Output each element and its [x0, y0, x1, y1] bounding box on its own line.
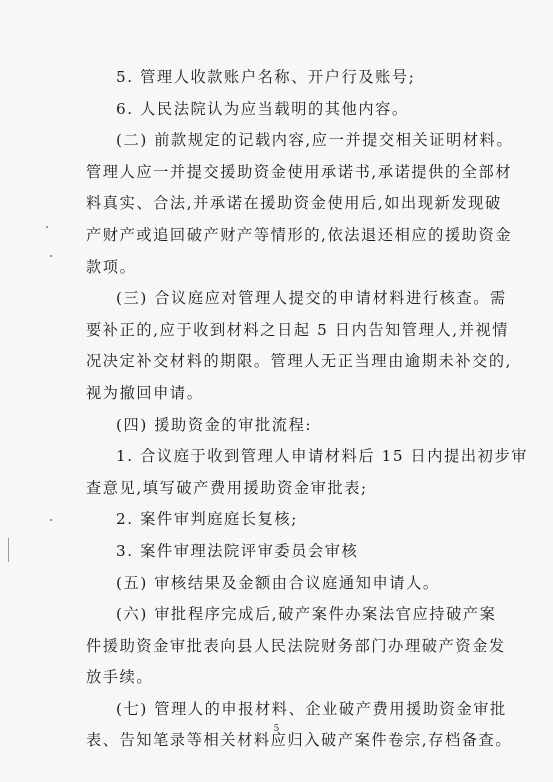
text-line-16: 3. 案件审理法院评审委员会审核 — [116, 541, 359, 560]
text-line-3: (二) 前款规定的记载内容,应一并提交相关证明材料。 — [116, 131, 514, 150]
text-line-19: 件援助资金审批表向县人民法院财务部门办理破产资金发 — [86, 636, 506, 655]
margin-line — [8, 538, 9, 562]
text-line-5: 料真实、合法,并承诺在援助资金使用后,如出现新发现破 — [86, 194, 502, 213]
text-line-21: (七) 管理人的申报材料、企业破产费用援助资金审批 — [116, 699, 507, 718]
scan-speck — [50, 255, 52, 257]
text-line-22: 表、告知笔录等相关材料应归入破产案件卷宗,存档备查。 — [86, 731, 513, 750]
text-line-4: 管理人应一并提交援助资金使用承诺书,承诺提供的全部材 — [86, 162, 513, 181]
text-line-18: (六) 审批程序完成后,破产案件办案法官应持破产案 — [116, 605, 497, 624]
text-line-9: 要补正的,应于收到材料之日起 5 日内告知管理人,并视情 — [86, 320, 510, 339]
page-number: 5 — [273, 724, 280, 734]
text-line-11: 视为撤回申请。 — [86, 383, 204, 402]
scan-speck — [46, 226, 48, 228]
text-line-17: (五) 审核结果及金额由合议庭通知申请人。 — [116, 573, 440, 592]
body-text — [0, 62, 553, 757]
text-line-10: 况决定补交材料的期限。管理人无正当理由逾期未补交的, — [86, 352, 513, 371]
text-line-1: 5. 管理人收款账户名称、开户行及账号; — [116, 68, 416, 86]
text-line-6: 产财产或追回破产财产等情形的,依法退还相应的援助资金 — [86, 225, 513, 244]
text-line-7: 款项。 — [86, 257, 137, 276]
text-line-8: (三) 合议庭应对管理人提交的申请材料进行核查。需 — [116, 289, 507, 308]
text-line-20: 放手续。 — [86, 668, 154, 687]
text-line-12: (四) 援助资金的审批流程: — [116, 415, 313, 434]
text-line-2: 6. 人民法院认为应当载明的其他内容。 — [116, 99, 409, 118]
text-line-14: 查意见,填写破产费用援助资金审批表; — [86, 478, 368, 497]
text-line-13: 1. 合议庭于收到管理人申请材料后 15 日内提出初步审 — [116, 447, 529, 466]
text-line-15: 2. 案件审判庭庭长复核; — [116, 510, 298, 529]
scan-speck — [50, 519, 52, 521]
